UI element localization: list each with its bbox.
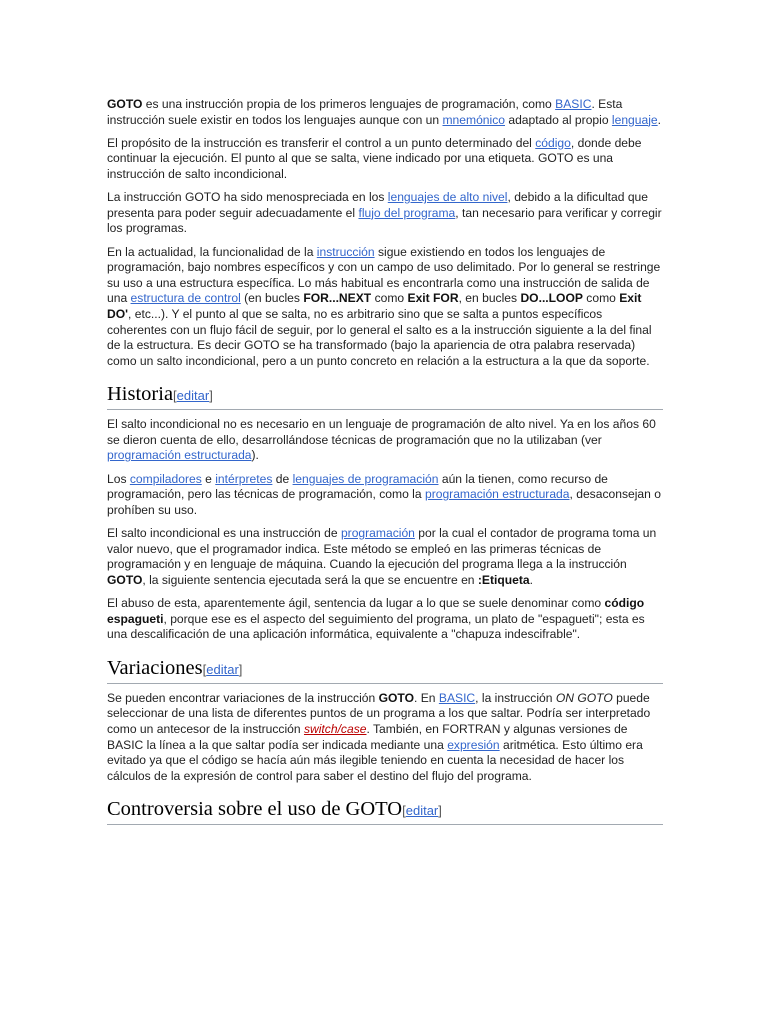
text-run: , debido a la dificultad que presenta para poder seguir adecuadamente el	[107, 190, 648, 220]
article-link[interactable]: programación estructurada	[424, 487, 570, 502]
text-run: es una instrucción propia de los primeros lenguajes de programación, como	[142, 97, 556, 111]
article-link[interactable]: lenguaje	[611, 112, 658, 127]
edit-section-link[interactable]: editar	[206, 661, 239, 677]
text-run: , tan necesario para verificar y corregir los programas.	[107, 205, 662, 236]
article-link[interactable]: mnemónico	[442, 112, 505, 127]
paragraph	[107, 691, 663, 785]
edit-section	[173, 388, 213, 403]
text-run: Los	[107, 471, 130, 486]
paragraph	[107, 136, 663, 183]
bold-text: GOTO	[107, 572, 143, 587]
article-link[interactable]: BASIC	[555, 97, 592, 111]
text-run: El salto incondicional no es necesario en un lenguaje de programación de alto nivel. Ya en los años 60 se dieron cuenta de ello, desarrollándose técnicas de programación que no la utilizaban (ver	[107, 417, 656, 447]
section-title: Controversia sobre el uso de GOTO	[107, 798, 403, 821]
italic-text: ON GOTO	[555, 690, 613, 705]
paragraph	[107, 190, 663, 237]
article-link[interactable]: lenguajes de alto nivel	[387, 190, 508, 205]
article-link[interactable]: BASIC	[438, 690, 476, 705]
bold-text: Exit FOR	[407, 291, 459, 306]
text-run: , desaconsejan o prohíben su uso.	[107, 487, 661, 517]
edit-section-link[interactable]: editar	[405, 803, 439, 819]
text-run: El propósito de la instrucción es transferir el control a un punto determinado del	[107, 135, 536, 150]
text-run: , donde debe continuar la ejecución. El punto al que se salta, viene indicado por una etiqueta. GOTO es una instrucción de salto incondicional.	[107, 135, 642, 181]
paragraph	[107, 596, 663, 643]
text-run: (en bucles	[240, 291, 304, 306]
article-link[interactable]: expresión	[447, 737, 500, 752]
text-run: de	[272, 471, 293, 486]
text-run: .	[529, 572, 534, 587]
bold-text: Exit DO'	[107, 291, 642, 321]
article-link[interactable]: código	[535, 135, 571, 150]
edit-bracket-close: ]	[438, 803, 442, 819]
article-link[interactable]: estructura de control	[130, 291, 241, 306]
text-run: e	[201, 471, 216, 486]
text-run: Se pueden encontrar variaciones de la instrucción	[107, 690, 379, 705]
edit-bracket-open: [	[202, 661, 207, 677]
text-run: sigue existiendo en todos los lenguajes de programación, bajo nombres específicos y con un campo de uso delimitado. Por lo general se restringe su uso a una estructura específica. Lo más habitual es encontrarla como una instrucción de salida de una	[107, 244, 661, 306]
text-run: . En	[414, 690, 439, 705]
edit-section	[402, 803, 442, 818]
bold-text: FOR...NEXT	[303, 291, 372, 306]
text-run: . Esta instrucción suele existir en todos los lenguajes aunque con un	[107, 97, 623, 127]
edit-bracket-open: [	[173, 388, 177, 404]
section-title: Historia	[107, 383, 174, 406]
text-run: En la actualidad, la funcionalidad de la	[107, 244, 317, 259]
article-link[interactable]: compiladores	[129, 471, 202, 486]
section-heading	[107, 656, 663, 684]
article-body	[107, 97, 663, 832]
article-intro	[107, 97, 663, 369]
text-run: adaptado al propio	[505, 112, 612, 127]
text-run: El salto incondicional es una instrucción de	[107, 526, 341, 541]
text-run: , porque ese es el aspecto del seguimiento del programa, un plato de "espagueti"; esta es una descalificación de una aplicación informática, equivalente a "chapuza indescifrable".	[107, 611, 645, 642]
paragraph	[107, 526, 663, 588]
bold-text: código espagueti	[107, 596, 645, 626]
text-run: La instrucción GOTO ha sido menospreciada en los	[107, 190, 388, 205]
article-sections	[107, 382, 663, 825]
missing-article-link[interactable]: switch/case	[303, 721, 367, 736]
paragraph	[107, 97, 663, 128]
article-link[interactable]: programación estructurada	[107, 448, 252, 463]
text-run: . También, en FORTRAN y algunas versiones de BASIC la línea a la que saltar podía ser indicada mediante una	[107, 721, 628, 752]
paragraph	[107, 472, 663, 519]
text-run: , etc...). Y el punto al que se salta, no es arbitrario sino que se salta a puntos específicos coherentes con un flujo fácil de seguir, por lo general el salto es a la instrucción siguiente a la del final de la estructura. Es decir GOTO se ha transformado (bajo la apariencia de otra palabra reservada) como un salto incondicional, pero a un punto concreto en relación a la estructura a la que da soporte.	[107, 306, 652, 368]
text-run: , la siguiente sentencia ejecutada será la que se encuentre en	[142, 572, 478, 587]
text-run: puede seleccionar de una lista de diferentes puntos de un programa a los que saltar. Podría ser interpretado como un antecesor de la instrucción	[107, 690, 651, 736]
section-title: Variaciones	[107, 656, 203, 679]
article-link[interactable]: instrucción	[316, 244, 375, 259]
text-run: El abuso de esta, aparentemente ágil, sentencia da lugar a lo que se suele denominar como	[107, 596, 605, 610]
section-heading	[107, 382, 663, 410]
article-link[interactable]: intérpretes	[215, 471, 273, 486]
article-link[interactable]: programación	[340, 526, 415, 541]
text-run: por la cual el contador de programa toma un valor nuevo, que el programador indica. Este método se empleó en las primeras técnicas de programación y en lenguaje de máquina. Cuando la ejecución del programa llega a la instrucción	[107, 526, 657, 572]
paragraph	[107, 245, 663, 370]
text-run: aritmética. Esto último era evitado ya que el código se hacía aún más ilegible teniendo en cuenta la necesidad de hacer los cálculos de la expresión de control para saber el destino del flujo del programa.	[107, 737, 643, 783]
text-run: aún la tienen, como recurso de programación, pero las técnicas de programación, como la	[107, 471, 608, 502]
edit-section	[203, 662, 243, 677]
edit-bracket-open: [	[402, 803, 406, 819]
article-link[interactable]: flujo del programa	[358, 205, 456, 220]
bold-text: GOTO	[107, 97, 143, 111]
text-run: ).	[251, 448, 259, 463]
text-run: como	[582, 291, 620, 306]
edit-section-link[interactable]: editar	[176, 388, 210, 404]
bold-text: GOTO	[378, 690, 414, 705]
bold-text: DO...LOOP	[520, 291, 583, 306]
section-heading	[107, 797, 663, 825]
text-run: , en bucles	[458, 291, 521, 306]
bold-text: :Etiqueta	[477, 572, 530, 587]
text-run: , la instrucción	[475, 690, 556, 705]
article-link[interactable]: lenguajes de programación	[292, 471, 439, 486]
text-run: como	[371, 291, 408, 306]
edit-bracket-close: ]	[209, 388, 213, 404]
edit-bracket-close: ]	[238, 661, 243, 677]
text-run: .	[657, 112, 662, 127]
paragraph	[107, 417, 663, 464]
